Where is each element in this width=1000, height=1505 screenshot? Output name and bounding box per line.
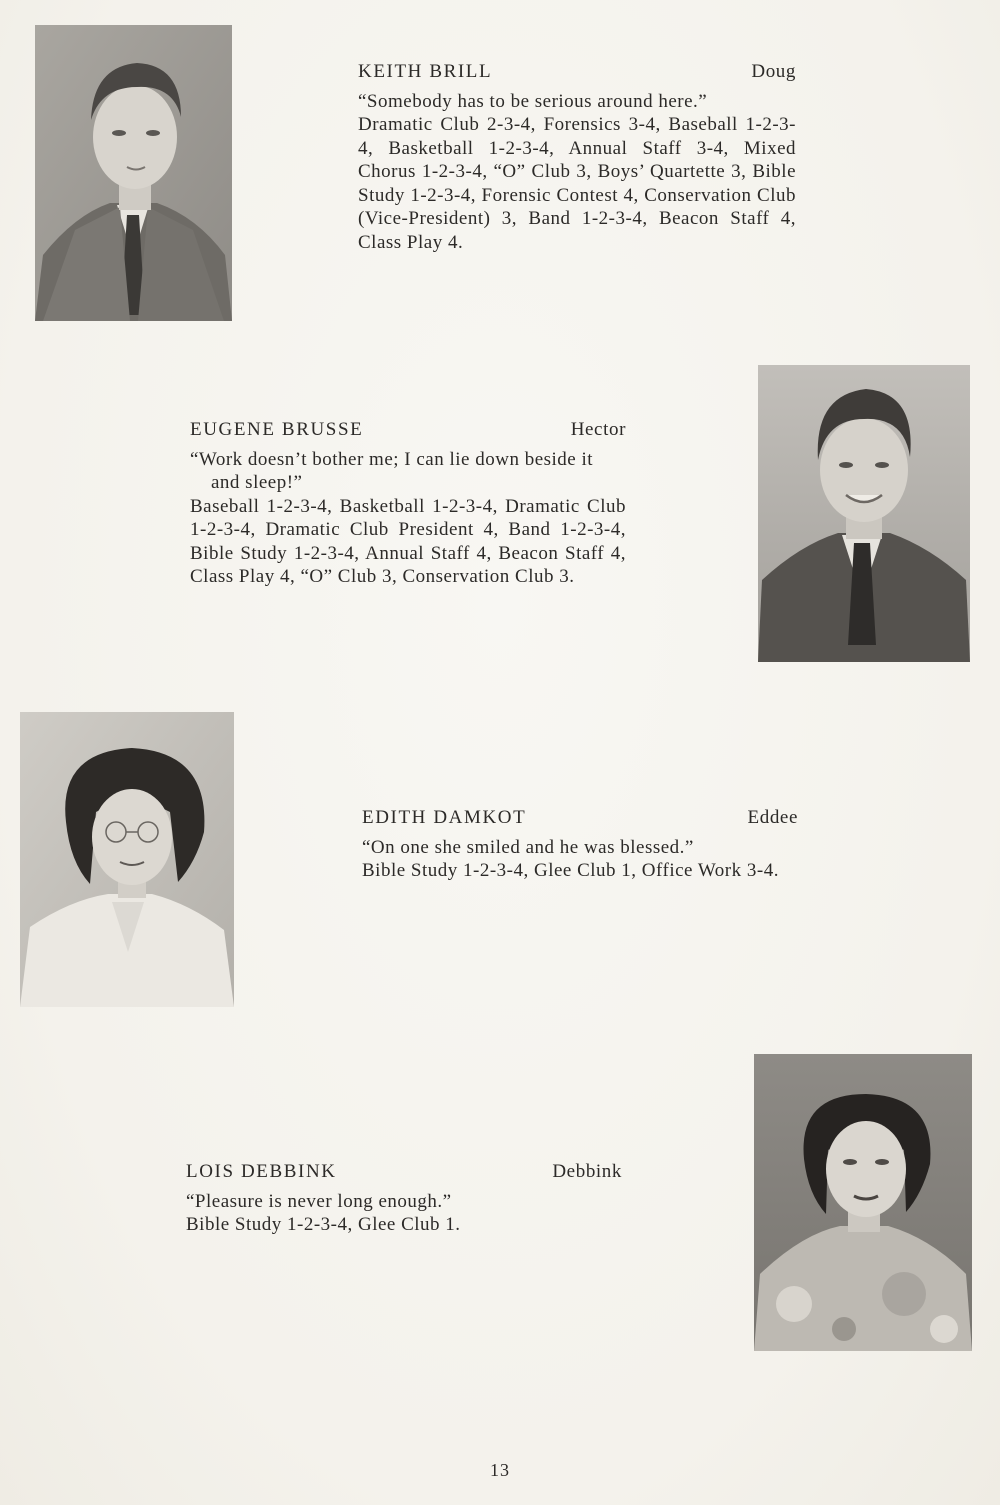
senior-name: LOIS DEBBINK (186, 1161, 337, 1182)
senior-entry-eugene-brusse (190, 418, 626, 589)
senior-header (358, 60, 796, 84)
senior-activities: Bible Study 1-2-3-4, Glee Club 1, Office Work 3-4. (362, 860, 779, 881)
senior-quote: “Work doesn’t bother me; I can lie down beside it and sleep!” (190, 448, 594, 493)
senior-quote: “Pleasure is never long enough.” (186, 1190, 452, 1212)
senior-name: EUGENE BRUSSE (190, 419, 364, 440)
senior-quote: “On one she smiled and he was blessed.” (362, 836, 694, 858)
senior-nickname: Hector (570, 419, 626, 440)
senior-nickname: Eddee (747, 807, 798, 828)
senior-header (186, 1160, 622, 1184)
senior-name: EDITH DAMKOT (362, 807, 527, 828)
senior-entry-lois-debbink (186, 1160, 622, 1237)
portrait-photo-edith-damkot (20, 712, 234, 1007)
portrait-photo-lois-debbink (754, 1054, 972, 1351)
senior-name: KEITH BRILL (358, 61, 493, 82)
page-number: 13 (490, 1460, 510, 1480)
senior-activities: Bible Study 1-2-3-4, Glee Club 1. (186, 1214, 461, 1235)
senior-header (190, 418, 626, 442)
portrait-photo-keith-brill (35, 25, 232, 321)
senior-nickname: Doug (751, 61, 796, 82)
senior-entry-keith-brill (358, 60, 796, 254)
senior-activities: Baseball 1-2-3-4, Basketball 1-2-3-4, Dramatic Club 1-2-3-4, Dramatic Club President 4, Band 1-2-3-4, Bible Study 1-2-3-4, Annual Staff 4, Beacon Staff 4, Class Play 4, “O” Club 3, Conservation Club 3. (190, 495, 626, 587)
portrait-photo-eugene-brusse (758, 365, 970, 662)
senior-entry-edith-damkot (362, 806, 798, 883)
senior-quote: “Somebody has to be serious around here.” (358, 90, 708, 112)
senior-activities: Dramatic Club 2-3-4, Forensics 3-4, Baseball 1-2-3-4, Basketball 1-2-3-4, Annual Staff 3-4, Mixed Chorus 1-2-3-4, “O” Club 3, Boys’ Quartette 3, Bible Study 1-2-3-4, Forensic Contest 4, Conservation Club (Vice-President) 3, Band 1-2-3-4, Beacon Staff 4, Class Play 4. (358, 114, 796, 253)
senior-header (362, 806, 798, 830)
senior-nickname: Debbink (552, 1161, 622, 1182)
